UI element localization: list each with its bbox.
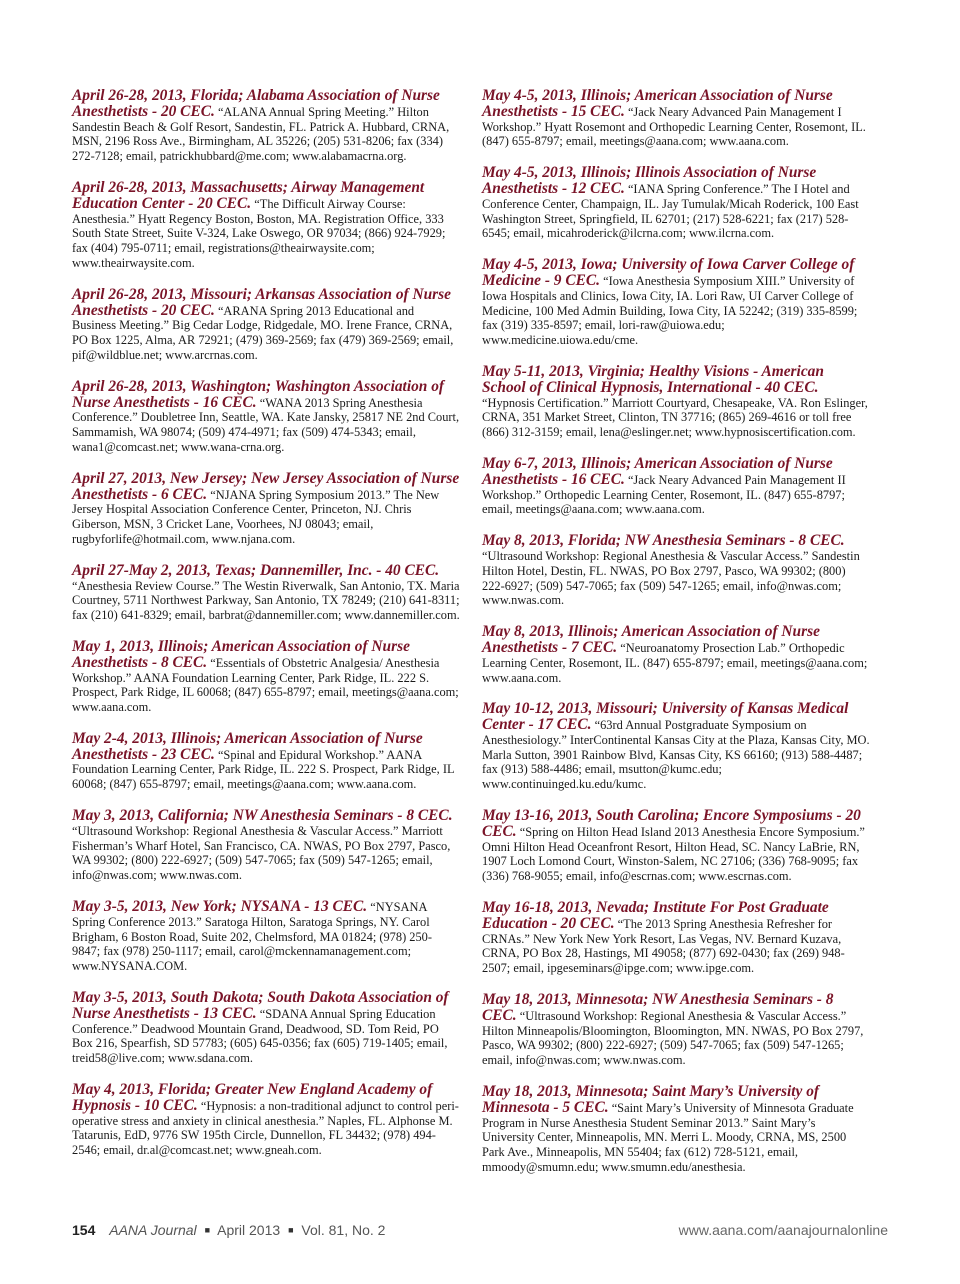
event-heading: May 3-5, 2013, New York; NYSANA - 13 CEC. bbox=[72, 898, 368, 916]
event-heading: May 18, 2013, Minnesota; Saint Mary’s University of Minnesota - 5 CEC. bbox=[482, 1083, 820, 1116]
event-details: “IANA Spring Conference.” The I Hotel and Conference Center, Champaign, IL. Jay Tumulak/Micah Roderick, 100 East Washington Street, Springfield, IL 62701; (217) 528-6221; fax (217) 528-6545; email, micahroderick@ilcrna.com; www.ilcrna.com. bbox=[482, 181, 859, 241]
event-heading: May 8, 2013, Illinois; American Association of Nurse Anesthetists - 7 CEC. bbox=[482, 623, 820, 656]
event-heading: May 18, 2013, Minnesota; NW Anesthesia Seminars - 8 CEC. bbox=[482, 991, 834, 1024]
event-listing bbox=[482, 257, 870, 348]
event-details: “Ultrasound Workshop: Regional Anesthesia & Vascular Access.” Marriott Fisherman’s Wharf Hotel, San Francisco, CA. NWAS, PO Box 2797, Pasco, WA 99302; (800) 222-6927; (509) 547-7065; fax (509) 547-1265; email, info@nwas.com; www.nwas.com. bbox=[72, 823, 451, 883]
event-details: “Saint Mary’s University of Minnesota Graduate Program in Nurse Anesthesia Student Seminar 2013.” Saint Mary’s University Center, Minneapolis, MN. Merri L. Moody, CRNA, MS, 2500 Park Ave., Minneapolis, MN 55404; fax (612) 728-5121, email, mmoody@smumn.edu; www.smumn.edu/anesthesia. bbox=[482, 1100, 854, 1175]
event-listing bbox=[482, 808, 870, 884]
event-details: “Hypnosis: a non-traditional adjunct to control peri-operative stress and anxiety in clinical anesthesia.” Naples, FL. Alphonse M. Tatarunis, EdD, 9776 SW 195th Circle, Dunnellon, FL 34432; (978) 494-2546; email, dr.al@comcast.net; www.gneah.com. bbox=[72, 1098, 459, 1158]
event-listing bbox=[72, 990, 460, 1066]
event-listing bbox=[72, 471, 460, 547]
event-details: “NJANA Spring Symposium 2013.” The New Jersey Hospital Association Conference Center, Princeton, NJ. Chris Giberson, MSN, 3 Cricket Lane, Voorhees, NJ 08043; email, rugbyforlife@hotmail.com, www.njana.com. bbox=[72, 487, 440, 546]
event-listing bbox=[482, 1084, 870, 1175]
event-listing bbox=[482, 900, 870, 976]
event-listing bbox=[72, 563, 460, 623]
left-column bbox=[72, 88, 460, 1174]
event-heading: May 10-12, 2013, Missouri; University of Kansas Medical Center - 17 CEC. bbox=[482, 700, 849, 734]
event-heading: April 26-28, 2013, Massachusetts; Airway Management Education Center - 20 CEC. bbox=[72, 178, 425, 212]
event-details: “Jack Neary Advanced Pain Management II Workshop.” Orthopedic Learning Center, Rosemont, IL. (847) 655-8797; email, meetings@aana.com; www.aana.com. bbox=[482, 472, 846, 517]
event-heading: May 3-5, 2013, South Dakota; South Dakota Association of Nurse Anesthetists - 13 CEC. bbox=[72, 989, 449, 1022]
event-listing bbox=[482, 88, 870, 149]
event-details: “SDANA Annual Spring Education Conference.” Deadwood Mountain Grand, Deadwood, SD. Tom Reid, PO Box 216, Spearfish, SD 57783; (605) 645-0356; fax (605) 719-1405; email, treid58@live.com; www.sdana.com. bbox=[72, 1006, 448, 1066]
event-details: “Ultrasound Workshop: Regional Anesthesia & Vascular Access.” Sandestin Hilton Hotel, Destin, FL. NWAS, PO Box 2797, Pasco, WA 99302; (800) 222-6927; (509) 547-7065; fax (509) 547-1265; email, info@nwas.com; www.nwas.com. bbox=[482, 548, 860, 608]
event-details: “Spinal and Epidural Workshop.” AANA Foundation Learning Center, Park Ridge, IL. 222 S. Prospect, Park Ridge, IL 60068; (847) 655-8797; email, meetings@aana.com; www.aana.com. bbox=[72, 747, 455, 792]
event-heading: May 2-4, 2013, Illinois; American Association of Nurse Anesthetists - 23 CEC. bbox=[72, 729, 423, 763]
event-heading: May 8, 2013, Florida; NW Anesthesia Seminars - 8 CEC. bbox=[482, 532, 845, 550]
event-details: “Spring on Hilton Head Island 2013 Anesthesia Encore Symposium.” Omni Hilton Head Oceanfront Resort, Hilton Head, SC. Nancy LaBrie, RN, 1907 Loch Lomond Court, Winston-Salem, NC 27106; (336) 768-9095; fax (336) 768-9055; email, info@escrnas.com; www.escrnas.com. bbox=[482, 824, 865, 884]
event-heading: April 27, 2013, New Jersey; New Jersey Association of Nurse Anesthetists - 6 CEC. bbox=[72, 469, 460, 503]
separator-bullet: ■ bbox=[288, 1225, 294, 1235]
event-heading: May 1, 2013, Illinois; American Association of Nurse Anesthetists - 8 CEC. bbox=[72, 637, 410, 671]
event-details: “Anesthesia Review Course.” The Westin Riverwalk, San Antonio, TX. Maria Courtney, 5711 Northwest Parkway, San Antonio, TX 78249; (210) 641-8311; fax (210) 641-8329; email, barbrat@dannemiller.com; www.dannemiller.com. bbox=[72, 578, 460, 623]
event-heading: April 27-May 2, 2013, Texas; Dannemiller, Inc. - 40 CEC. bbox=[72, 561, 440, 579]
event-listing bbox=[72, 808, 460, 883]
event-heading: May 4-5, 2013, Iowa; University of Iowa Carver College of Medicine - 9 CEC. bbox=[482, 256, 855, 289]
event-listing bbox=[72, 731, 460, 792]
event-listing bbox=[482, 165, 870, 241]
event-heading: April 26-28, 2013, Washington; Washington Association of Nurse Anesthetists - 16 CEC. bbox=[72, 377, 445, 411]
event-listing bbox=[72, 1082, 460, 1158]
page-number: 154 bbox=[72, 1222, 96, 1238]
event-heading: May 4, 2013, Florida; Greater New England Academy of Hypnosis - 10 CEC. bbox=[72, 1081, 433, 1114]
event-listing bbox=[72, 899, 460, 974]
event-listing bbox=[482, 364, 870, 440]
page-footer bbox=[72, 1222, 888, 1242]
event-details: “NYSANA Spring Conference 2013.” Saratoga Hilton, Saratoga Springs, NY. Carol Brigham, 6 Boston Road, Suite 202, Chelmsford, MA 01824; (978) 250-9847; fax (978) 250-1117; email, carol@mckennamanagement.com; www.NYSANA.COM. bbox=[72, 900, 433, 974]
event-listing bbox=[482, 701, 870, 792]
event-details: “Ultrasound Workshop: Regional Anesthesia & Vascular Access.” Hilton Minneapolis/Bloomington, Bloomington, MN. NWAS, PO Box 2797, Pasco, WA 99302; (800) 222-6927; (509) 547-7065; fax (509) 547-1265; email, info@nwas.com; www.nwas.com. bbox=[482, 1008, 864, 1068]
separator-bullet: ■ bbox=[204, 1225, 210, 1235]
event-listing bbox=[482, 992, 870, 1068]
journal-name: AANA Journal bbox=[109, 1222, 197, 1238]
event-details: “WANA 2013 Spring Anesthesia Conference.” Doubletree Inn, Seattle, WA. Kate Jansky, 25817 NE 2nd Court, Sammamish, WA 98074; (509) 474-4971; fax (509) 474-5343; email, wana1@comcast.net; www.wana-crna.org. bbox=[72, 395, 460, 454]
event-details: “Hypnosis Certification.” Marriott Courtyard, Chesapeake, VA. Ron Eslinger, CRNA, 351 Market Street, Clinton, TN 37716; (865) 269-4616 or toll free (866) 312-3159; email, lena@eslinger.net; www.hypnosiscertification.com. bbox=[482, 395, 868, 440]
event-listing bbox=[72, 639, 460, 715]
event-listing bbox=[72, 88, 460, 164]
event-heading: May 6-7, 2013, Illinois; American Association of Nurse Anesthetists - 16 CEC. bbox=[482, 454, 833, 488]
event-heading: May 4-5, 2013, Illinois; Illinois Association of Nurse Anesthetists - 12 CEC. bbox=[482, 164, 817, 197]
event-heading: April 26-28, 2013, Florida; Alabama Association of Nurse Anesthetists - 20 CEC. bbox=[72, 87, 440, 120]
event-listing bbox=[482, 456, 870, 517]
event-details: “The 2013 Spring Anesthesia Refresher for CRNAs.” New York New York Resort, Las Vegas, NV. Bernard Kuzava, CRNA, PO Box 28, Hastings, MI 49058; (877) 692-0430; fax (269) 948-2507; email, ipgeseminars@ipge.com; www.ipge.com. bbox=[482, 916, 845, 976]
event-listing bbox=[72, 180, 460, 271]
event-details: “ARANA Spring 2013 Educational and Business Meeting.” Big Cedar Lodge, Ridgedale, MO. Irene France, CRNA, PO Box 1225, Alma, AR 72921; (479) 369-2569; fax (479) 369-2569; email, pif@wildblue.net; www.arcrnas.com. bbox=[72, 303, 454, 362]
event-listing bbox=[482, 533, 870, 608]
event-heading: April 26-28, 2013, Missouri; Arkansas Association of Nurse Anesthetists - 20 CEC. bbox=[72, 285, 451, 319]
event-details: “Jack Neary Advanced Pain Management I Workshop.” Hyatt Rosemont and Orthopedic Learning Center, Rosemont, IL. (847) 655-8797; email, meetings@aana.com; www.aana.com. bbox=[482, 104, 866, 149]
issue-month: April 2013 bbox=[217, 1222, 281, 1238]
event-listing bbox=[482, 624, 870, 685]
event-details: “ALANA Annual Spring Meeting.” Hilton Sandestin Beach & Golf Resort, Sandestin, FL. Patrick A. Hubbard, CRNA, MSN, 2196 Ross Ave., Birmingham, AL 35226; (205) 531-8206; fax (334) 272-7128; email, patrickhubbard@me.com; www.alabamacrna.org. bbox=[72, 104, 450, 164]
journal-website-link[interactable]: www.aana.com/aanajournalonline bbox=[678, 1222, 888, 1238]
volume-issue: Vol. 81, No. 2 bbox=[301, 1222, 386, 1238]
event-heading: May 4-5, 2013, Illinois; American Association of Nurse Anesthetists - 15 CEC. bbox=[482, 87, 833, 120]
event-listing bbox=[72, 287, 460, 363]
event-details: “Iowa Anesthesia Symposium XIII.” University of Iowa Hospitals and Clinics, Iowa City, IA. Lori Raw, UI Carver College of Medicine, 100 Med Admin Building, Iowa City, IA 52242; (319) 335-8599; fax (319) 335-8597; email, lori-raw@uiowa.edu; www.medicine.uiowa.edu/cme. bbox=[482, 273, 858, 348]
event-listing bbox=[72, 379, 460, 455]
event-details: “Essentials of Obstetric Analgesia/ Anesthesia Workshop.” AANA Foundation Learning Center, Park Ridge, IL. 222 S. Prospect, Park Ridge, IL 60068; (847) 655-8797; email, meetings@aana.com; www.aana.com. bbox=[72, 655, 459, 715]
event-heading: May 13-16, 2013, South Carolina; Encore Symposiums - 20 CEC. bbox=[482, 807, 861, 840]
event-details: “63rd Annual Postgraduate Symposium on Anesthesiology.” InterContinental Kansas City at the Plaza, Kansas City, MO. Marla Sutton, 3901 Rainbow Blvd, Kansas City, KS 66160; (913) 588-4487; fax (913) 588-4486; email, msutton@kumc.edu; www.continuinged.ku.edu/kumc. bbox=[482, 718, 870, 792]
event-heading: May 16-18, 2013, Nevada; Institute For Post Graduate Education - 20 CEC. bbox=[482, 899, 829, 932]
event-heading: May 3, 2013, California; NW Anesthesia Seminars - 8 CEC. bbox=[72, 807, 453, 825]
event-details: “The Difficult Airway Course: Anesthesia.” Hyatt Regency Boston, Boston, MA. Registration Office, 333 South State Street, Suite V-324, Lake Oswego, OR 97034; (866) 924-7929; fax (404) 795-0711; email, registrations@theairwaysite.com; www.theairwaysite.com. bbox=[72, 196, 446, 270]
footer-citation bbox=[72, 1222, 385, 1238]
event-heading: May 5-11, 2013, Virginia; Healthy Visions - American School of Clinical Hypnosis, International - 40 CEC. bbox=[482, 362, 824, 396]
right-column bbox=[482, 88, 870, 1191]
event-details: “Neuroanatomy Prosection Lab.” Orthopedic Learning Center, Rosemont, IL. (847) 655-8797; email, meetings@aana.com; www.aana.com. bbox=[482, 640, 868, 685]
